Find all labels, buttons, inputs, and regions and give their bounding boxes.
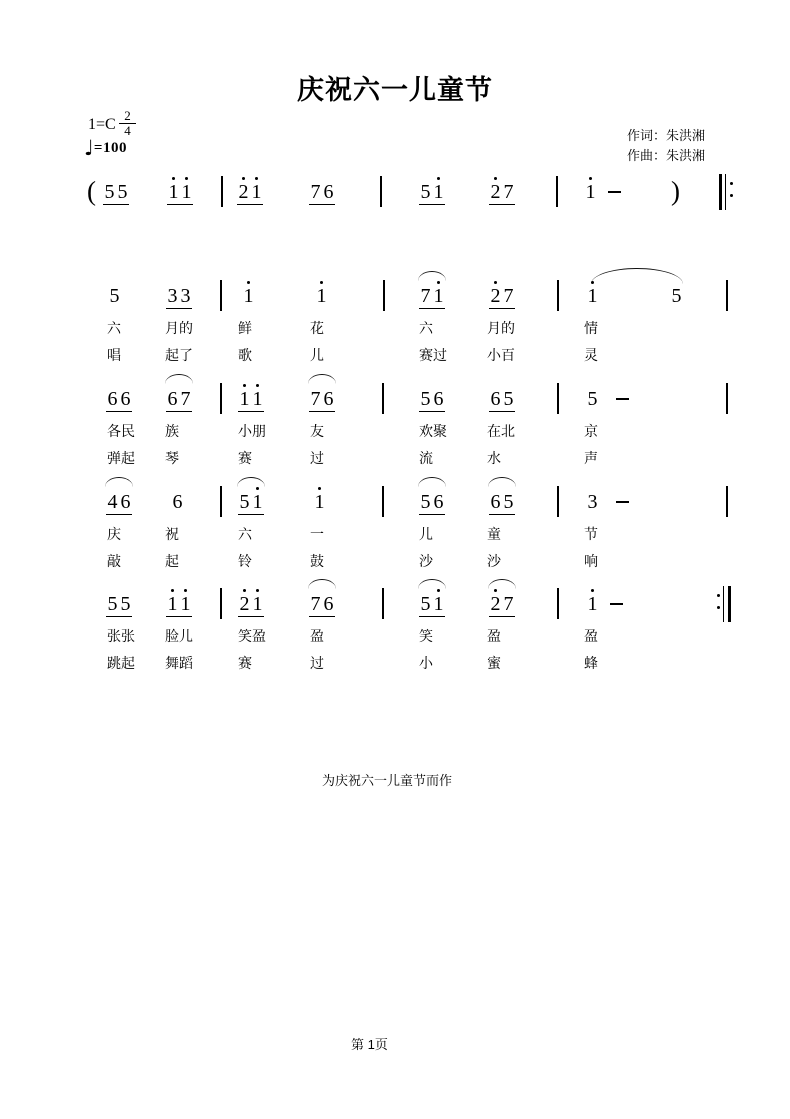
note	[489, 491, 515, 513]
octave-dot	[242, 177, 245, 180]
eighth-beam	[106, 411, 132, 412]
barline	[557, 383, 559, 414]
duration-dash	[610, 603, 623, 605]
octave-dot	[494, 281, 497, 284]
time-signature-denominator: 4	[124, 123, 131, 138]
eighth-beam	[238, 411, 264, 412]
note	[106, 388, 132, 410]
octave-dot	[256, 384, 259, 387]
repeat-begin-sign	[719, 174, 735, 210]
note-digit: 5	[420, 593, 431, 615]
note-digit: 7	[420, 285, 431, 307]
note	[419, 491, 445, 513]
note-digit: 6	[323, 388, 334, 410]
slur	[418, 271, 446, 281]
lyric-syllable: 各民	[107, 423, 135, 439]
note-digit: 1	[238, 388, 251, 410]
note-digit: 1	[313, 491, 326, 513]
eighth-beam	[103, 204, 129, 205]
slur	[308, 579, 336, 589]
lyric-syllable: 儿	[419, 526, 433, 542]
octave-dot	[172, 177, 175, 180]
lyric-syllable: 张张	[107, 628, 135, 644]
octave-dot	[318, 487, 321, 490]
note	[171, 491, 184, 513]
note	[237, 181, 263, 203]
lyric-syllable: 友	[310, 423, 324, 439]
eighth-beam	[166, 411, 192, 412]
octave-dot	[591, 589, 594, 592]
lyric-syllable: 情	[584, 320, 598, 336]
note	[166, 285, 192, 307]
octave-dot	[494, 589, 497, 592]
note-digit: 5	[104, 181, 115, 203]
time-signature	[119, 109, 136, 138]
barline	[726, 383, 728, 414]
duration-dash	[616, 398, 629, 400]
note	[489, 181, 515, 203]
slur	[488, 477, 516, 487]
note	[103, 181, 129, 203]
note	[419, 181, 445, 203]
lyric-syllable: 响	[584, 553, 598, 569]
note	[586, 388, 599, 410]
repeat-mark	[730, 194, 733, 197]
slur	[488, 579, 516, 589]
barline	[382, 588, 384, 619]
octave-dot	[185, 177, 188, 180]
note-digit: 1	[432, 285, 445, 307]
lyric-syllable: 流	[419, 450, 433, 466]
note	[309, 181, 335, 203]
duration-dash	[616, 501, 629, 503]
repeat-mark	[730, 182, 733, 185]
barline	[220, 486, 222, 517]
dedication-note: 为庆祝六一儿童节而作	[322, 773, 453, 788]
lyric-syllable: 庆	[107, 526, 121, 542]
song-title: 庆祝六一儿童节	[297, 75, 493, 105]
octave-dot	[589, 177, 592, 180]
lyric-syllable: 六	[107, 320, 121, 336]
note	[242, 285, 255, 307]
note-digit: 6	[323, 593, 334, 615]
lyric-syllable: 盈	[310, 628, 324, 644]
eighth-beam	[166, 616, 192, 617]
note-digit: 1	[180, 181, 193, 203]
note-digit: 7	[310, 593, 321, 615]
octave-dot	[437, 281, 440, 284]
lyric-syllable: 节	[584, 526, 598, 542]
note-digit: 1	[432, 181, 445, 203]
note	[166, 388, 192, 410]
barline	[383, 280, 385, 311]
lyric-syllable: 弹起	[107, 450, 135, 466]
lyric-syllable: 跳起	[107, 655, 135, 671]
quarter-note-icon: ♩	[84, 136, 94, 160]
lyric-syllable: 过	[310, 450, 324, 466]
barline	[220, 588, 222, 619]
lyric-syllable: 小百	[487, 347, 515, 363]
octave-dot	[243, 384, 246, 387]
note-digit: 6	[107, 388, 118, 410]
lyric-syllable: 过	[310, 655, 324, 671]
lyric-syllable: 脸儿	[165, 628, 193, 644]
note-digit: 2	[238, 593, 251, 615]
note-digit: 3	[180, 285, 191, 307]
note-digit: 1	[251, 388, 264, 410]
note-digit: 1	[432, 593, 445, 615]
barline	[726, 486, 728, 517]
note-digit: 1	[166, 593, 179, 615]
note	[419, 388, 445, 410]
note	[238, 593, 264, 615]
note	[108, 285, 121, 307]
note-digit: 3	[587, 491, 598, 513]
octave-dot	[184, 589, 187, 592]
duration-dash	[608, 191, 621, 193]
note-digit: 6	[323, 181, 334, 203]
lyric-syllable: 起了	[165, 347, 193, 363]
slur	[418, 579, 446, 589]
note-digit: 1	[251, 491, 264, 513]
slur	[165, 374, 193, 384]
lyric-syllable: 六	[419, 320, 433, 336]
eighth-beam	[419, 204, 445, 205]
lyric-syllable: 沙	[419, 553, 433, 569]
octave-dot	[437, 589, 440, 592]
lyric-syllable: 灵	[584, 347, 598, 363]
lyric-syllable: 赛过	[419, 347, 447, 363]
slur	[418, 477, 446, 487]
lyric-syllable: 铃	[238, 553, 252, 569]
note-digit: 5	[671, 285, 682, 307]
octave-dot	[494, 177, 497, 180]
barline	[220, 280, 222, 311]
lyric-syllable: 小	[419, 655, 433, 671]
lyric-syllable: 笑	[419, 628, 433, 644]
repeat-mark	[717, 594, 720, 597]
lyric-syllable: 赛	[238, 655, 252, 671]
note	[238, 491, 264, 513]
note-digit: 6	[172, 491, 183, 513]
eighth-beam	[419, 308, 445, 309]
barline	[556, 176, 558, 207]
note-digit: 5	[420, 388, 431, 410]
note-digit: 5	[109, 285, 120, 307]
eighth-beam	[309, 411, 335, 412]
tempo-marking	[84, 136, 127, 160]
eighth-beam	[309, 616, 335, 617]
note-digit: 1	[179, 593, 192, 615]
note-digit: 1	[586, 593, 599, 615]
lyric-syllable: 蜜	[487, 655, 501, 671]
note-digit: 5	[420, 491, 431, 513]
eighth-beam	[489, 204, 515, 205]
lyric-syllable: 一	[310, 526, 324, 542]
barline	[557, 588, 559, 619]
phrase-paren: )	[671, 176, 680, 206]
octave-dot	[320, 281, 323, 284]
barline	[380, 176, 382, 207]
lyric-syllable: 六	[238, 526, 252, 542]
lyric-syllable: 舞蹈	[165, 655, 193, 671]
barline	[221, 176, 223, 207]
repeat-end-sign	[717, 586, 733, 622]
lyric-syllable: 小朋	[238, 423, 266, 439]
lyric-syllable: 童	[487, 526, 501, 542]
lyric-syllable: 赛	[238, 450, 252, 466]
eighth-beam	[166, 308, 192, 309]
phrase-paren: (	[87, 176, 96, 206]
note-digit: 4	[107, 491, 118, 513]
note-digit: 6	[120, 388, 131, 410]
barline	[220, 383, 222, 414]
note	[309, 388, 335, 410]
note-digit: 1	[242, 285, 255, 307]
octave-dot	[247, 281, 250, 284]
composer-credit: 作曲：朱洪湘	[627, 148, 706, 163]
note-digit: 6	[433, 388, 444, 410]
lyric-syllable: 族	[165, 423, 179, 439]
note	[584, 181, 597, 203]
octave-dot	[256, 589, 259, 592]
note	[309, 593, 335, 615]
note-digit: 1	[586, 285, 599, 307]
lyric-syllable: 月的	[165, 320, 193, 336]
time-signature-numerator: 2	[119, 109, 136, 124]
note-digit: 7	[503, 285, 514, 307]
repeat-mark	[719, 174, 722, 210]
octave-dot	[437, 177, 440, 180]
note	[315, 285, 328, 307]
note-digit: 5	[120, 593, 131, 615]
eighth-beam	[489, 411, 515, 412]
page-number: 第 1页	[351, 1037, 388, 1052]
lyric-syllable: 花	[310, 320, 324, 336]
lyric-syllable: 声	[584, 450, 598, 466]
lyric-syllable: 鼓	[310, 553, 324, 569]
note-digit: 7	[180, 388, 191, 410]
note	[586, 285, 599, 307]
barline	[382, 383, 384, 414]
lyric-syllable: 歌	[238, 347, 252, 363]
lyric-syllable: 鲜	[238, 320, 252, 336]
note-digit: 5	[239, 491, 250, 513]
lyric-syllable: 敲	[107, 553, 121, 569]
slur	[308, 374, 336, 384]
repeat-mark	[717, 606, 720, 609]
lyric-syllable: 在北	[487, 423, 515, 439]
note	[106, 491, 132, 513]
lyric-syllable: 沙	[487, 553, 501, 569]
lyric-syllable: 京	[584, 423, 598, 439]
note-digit: 7	[503, 181, 514, 203]
eighth-beam	[167, 204, 193, 205]
eighth-beam	[489, 514, 515, 515]
barline	[557, 280, 559, 311]
note	[106, 593, 132, 615]
lyric-syllable: 琴	[165, 450, 179, 466]
octave-dot	[171, 589, 174, 592]
note	[419, 285, 445, 307]
note-digit: 6	[120, 491, 131, 513]
barline	[726, 280, 728, 311]
note-digit: 6	[490, 491, 501, 513]
eighth-beam	[106, 514, 132, 515]
eighth-beam	[489, 616, 515, 617]
tempo-value: =100	[93, 140, 127, 156]
eighth-beam	[419, 514, 445, 515]
note	[238, 388, 264, 410]
lyric-syllable: 祝	[165, 526, 179, 542]
note-digit: 5	[503, 388, 514, 410]
eighth-beam	[237, 204, 263, 205]
note-digit: 5	[420, 181, 431, 203]
lyric-syllable: 儿	[310, 347, 324, 363]
lyric-syllable: 笑盈	[238, 628, 266, 644]
lyric-syllable: 月的	[487, 320, 515, 336]
note-digit: 1	[584, 181, 597, 203]
lyric-syllable: 水	[487, 450, 501, 466]
slur	[237, 477, 265, 487]
lyric-syllable: 蜂	[584, 655, 598, 671]
lyric-syllable: 盈	[487, 628, 501, 644]
note-digit: 7	[310, 388, 321, 410]
note	[670, 285, 683, 307]
note-digit: 5	[107, 593, 118, 615]
note	[489, 388, 515, 410]
note-digit: 2	[237, 181, 250, 203]
note-digit: 2	[489, 285, 502, 307]
note-digit: 3	[167, 285, 178, 307]
note	[167, 181, 193, 203]
repeat-mark	[728, 586, 731, 622]
repeat-mark	[725, 174, 726, 210]
key-signature: 1=C	[88, 116, 116, 133]
note-digit: 1	[251, 593, 264, 615]
note-digit: 6	[433, 491, 444, 513]
lyric-syllable: 盈	[584, 628, 598, 644]
note	[586, 491, 599, 513]
repeat-mark	[723, 586, 724, 622]
note-digit: 1	[315, 285, 328, 307]
note-digit: 2	[489, 181, 502, 203]
note-digit: 6	[167, 388, 178, 410]
eighth-beam	[419, 411, 445, 412]
note-digit: 5	[503, 491, 514, 513]
note-digit: 2	[489, 593, 502, 615]
note-digit: 1	[167, 181, 180, 203]
note-digit: 5	[587, 388, 598, 410]
lyric-syllable: 起	[165, 553, 179, 569]
eighth-beam	[238, 514, 264, 515]
tie-slur	[591, 268, 683, 284]
eighth-beam	[106, 616, 132, 617]
note-digit: 1	[250, 181, 263, 203]
lyric-syllable: 欢聚	[419, 423, 447, 439]
lyric-syllable: 唱	[107, 347, 121, 363]
lyricist-credit: 作词：朱洪湘	[627, 128, 706, 143]
eighth-beam	[419, 616, 445, 617]
slur	[105, 477, 133, 487]
barline	[382, 486, 384, 517]
eighth-beam	[238, 616, 264, 617]
octave-dot	[255, 177, 258, 180]
eighth-beam	[489, 308, 515, 309]
note-digit: 7	[310, 181, 321, 203]
note	[489, 593, 515, 615]
note	[166, 593, 192, 615]
note	[586, 593, 599, 615]
note-digit: 6	[490, 388, 501, 410]
note	[419, 593, 445, 615]
octave-dot	[256, 487, 259, 490]
note	[313, 491, 326, 513]
eighth-beam	[309, 204, 335, 205]
note	[489, 285, 515, 307]
note-digit: 5	[117, 181, 128, 203]
note-digit: 7	[503, 593, 514, 615]
octave-dot	[243, 589, 246, 592]
barline	[557, 486, 559, 517]
